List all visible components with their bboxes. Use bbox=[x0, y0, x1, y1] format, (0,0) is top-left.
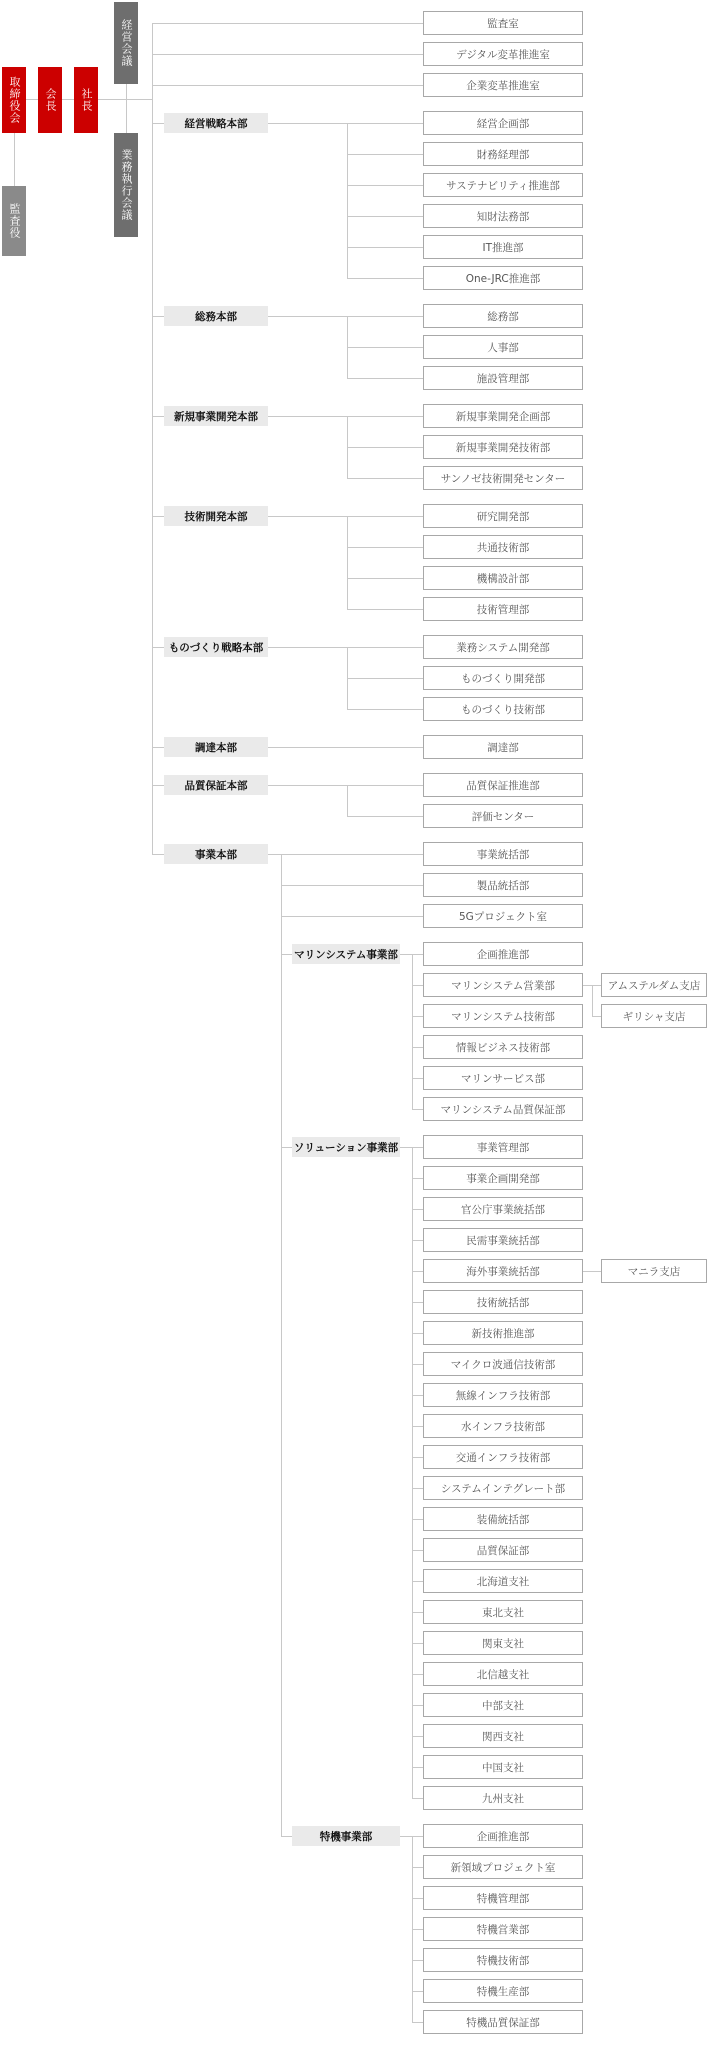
division-dept-box-label: 品質保証部 bbox=[476, 1544, 530, 1557]
department-box bbox=[423, 173, 583, 197]
connector-line bbox=[152, 854, 164, 855]
connector-line bbox=[347, 447, 423, 448]
connector-line bbox=[268, 316, 423, 317]
connector-line bbox=[412, 1929, 423, 1930]
division-dept-box bbox=[423, 1755, 583, 1779]
headquarters-box bbox=[164, 775, 268, 795]
branch-box-label: ギリシャ支店 bbox=[622, 1010, 686, 1023]
president-box bbox=[74, 67, 98, 133]
department-box-label: 業務システム開発部 bbox=[456, 641, 550, 654]
department-box-label: 共通技術部 bbox=[476, 541, 530, 554]
headquarters-box bbox=[164, 506, 268, 526]
management-council-box bbox=[114, 2, 138, 84]
headquarters-box bbox=[164, 306, 268, 326]
division-dept-box bbox=[423, 1135, 583, 1159]
division-box-label: 特機事業部 bbox=[319, 1830, 373, 1843]
division-dept-box-label: 特機管理部 bbox=[476, 1892, 530, 1905]
division-box bbox=[292, 1826, 400, 1846]
division-dept-box bbox=[423, 1290, 583, 1314]
connector-line bbox=[347, 123, 348, 278]
division-dept-box-label: マリンシステム営業部 bbox=[451, 979, 555, 992]
department-box-label: One-JRC推進部 bbox=[465, 272, 541, 285]
connector-line bbox=[583, 1271, 592, 1272]
division-dept-box-label: 無線インフラ技術部 bbox=[455, 1389, 551, 1402]
connector-line bbox=[281, 854, 282, 1836]
connector-line bbox=[412, 1426, 423, 1427]
connector-line bbox=[412, 1302, 423, 1303]
division-dept-box-label: 特機品質保証部 bbox=[466, 2016, 540, 2029]
connector-line bbox=[268, 747, 423, 748]
connector-line bbox=[412, 1767, 423, 1768]
connector-line bbox=[268, 647, 423, 648]
division-dept-box-label: 北海道支社 bbox=[476, 1575, 530, 1588]
connector-line bbox=[412, 1836, 413, 2022]
connector-line bbox=[412, 985, 423, 986]
department-box-label: 人事部 bbox=[487, 341, 519, 354]
division-dept-box bbox=[423, 1035, 583, 1059]
division-dept-box bbox=[423, 1321, 583, 1345]
department-box bbox=[423, 304, 583, 328]
connector-line bbox=[592, 985, 593, 1016]
headquarters-box-label: 品質保証本部 bbox=[184, 779, 248, 792]
division-dept-box-label: 海外事業統括部 bbox=[466, 1265, 540, 1278]
connector-line bbox=[98, 99, 152, 100]
top-dept-box-label: 監査室 bbox=[487, 17, 519, 30]
department-box bbox=[423, 597, 583, 621]
division-dept-box-label: 関西支社 bbox=[482, 1730, 524, 1743]
business-dept-box-label: 5Gプロジェクト室 bbox=[458, 910, 548, 923]
department-box-label: ものづくり開発部 bbox=[461, 672, 545, 685]
department-box-label: 知財法務部 bbox=[476, 210, 530, 223]
connector-line bbox=[412, 1643, 423, 1644]
division-dept-box-label: 官公庁事業統括部 bbox=[461, 1203, 545, 1216]
connector-line bbox=[268, 416, 423, 417]
division-dept-box bbox=[423, 1259, 583, 1283]
connector-line bbox=[412, 1333, 423, 1334]
branch-box bbox=[601, 1259, 707, 1283]
division-box bbox=[292, 944, 400, 964]
connector-line bbox=[152, 416, 164, 417]
connector-line bbox=[412, 954, 413, 1109]
division-dept-box-label: 事業企画開発部 bbox=[466, 1172, 540, 1185]
division-dept-box bbox=[423, 1917, 583, 1941]
top-dept-box-label: デジタル変革推進室 bbox=[456, 48, 550, 61]
auditors-label: 監査役 bbox=[8, 203, 21, 239]
headquarters-box-label: 調達本部 bbox=[195, 741, 237, 754]
department-box-label: 品質保証推進部 bbox=[466, 779, 540, 792]
board-box bbox=[2, 67, 26, 133]
president-label: 社長 bbox=[80, 88, 93, 112]
division-dept-box-label: 事業管理部 bbox=[476, 1141, 530, 1154]
connector-line bbox=[347, 154, 423, 155]
branch-box-label: マニラ支店 bbox=[627, 1265, 681, 1278]
division-dept-box bbox=[423, 1724, 583, 1748]
headquarters-box bbox=[164, 406, 268, 426]
division-dept-box-label: マリンサービス部 bbox=[461, 1072, 545, 1085]
department-box bbox=[423, 697, 583, 721]
department-box bbox=[423, 773, 583, 797]
connector-line bbox=[347, 416, 348, 478]
division-dept-box bbox=[423, 1693, 583, 1717]
business-dept-box bbox=[423, 873, 583, 897]
connector-line bbox=[412, 1109, 423, 1110]
division-dept-box-label: マリンシステム技術部 bbox=[451, 1010, 555, 1023]
connector-line bbox=[412, 1581, 423, 1582]
connector-line bbox=[126, 84, 127, 133]
connector-line bbox=[281, 916, 423, 917]
connector-line bbox=[412, 2022, 423, 2023]
department-box bbox=[423, 404, 583, 428]
connector-line bbox=[412, 1674, 423, 1675]
connector-line bbox=[412, 1016, 423, 1017]
department-box bbox=[423, 335, 583, 359]
division-dept-box bbox=[423, 1979, 583, 2003]
division-dept-box bbox=[423, 1004, 583, 1028]
connector-line bbox=[412, 1736, 423, 1737]
department-box-label: 機構設計部 bbox=[476, 572, 530, 585]
division-dept-box-label: 関東支社 bbox=[482, 1637, 524, 1650]
department-box bbox=[423, 235, 583, 259]
connector-line bbox=[412, 1047, 423, 1048]
division-dept-box-label: 装備統括部 bbox=[476, 1513, 530, 1526]
department-box-label: 施設管理部 bbox=[476, 372, 530, 385]
connector-line bbox=[268, 516, 423, 517]
headquarters-box-label: 技術開発本部 bbox=[184, 510, 248, 523]
business-dept-box bbox=[423, 904, 583, 928]
department-box-label: 調達部 bbox=[487, 741, 519, 754]
connector-line bbox=[347, 709, 423, 710]
headquarters-box-label: 経営戦略本部 bbox=[184, 117, 248, 130]
division-dept-box bbox=[423, 1228, 583, 1252]
connector-line bbox=[281, 885, 423, 886]
headquarters-box bbox=[164, 737, 268, 757]
connector-line bbox=[583, 985, 592, 986]
connector-line bbox=[347, 785, 348, 816]
connector-line bbox=[152, 123, 164, 124]
connector-line bbox=[347, 316, 348, 378]
connector-line bbox=[412, 1457, 423, 1458]
connector-line bbox=[281, 954, 292, 955]
division-dept-box-label: 特機営業部 bbox=[476, 1923, 530, 1936]
connector-line bbox=[412, 1991, 423, 1992]
division-box bbox=[292, 1137, 400, 1157]
division-dept-box bbox=[423, 942, 583, 966]
division-dept-box-label: 九州支社 bbox=[482, 1792, 524, 1805]
business-dept-box-label: 製品統括部 bbox=[476, 879, 530, 892]
division-dept-box bbox=[423, 1414, 583, 1438]
department-box bbox=[423, 504, 583, 528]
connector-line bbox=[347, 647, 348, 709]
division-dept-box bbox=[423, 1600, 583, 1624]
department-box bbox=[423, 366, 583, 390]
department-box bbox=[423, 566, 583, 590]
division-dept-box-label: 水インフラ技術部 bbox=[461, 1420, 545, 1433]
connector-line bbox=[152, 785, 164, 786]
connector-line bbox=[412, 1867, 423, 1868]
connector-line bbox=[592, 1016, 601, 1017]
division-dept-box-label: 中部支社 bbox=[482, 1699, 524, 1712]
division-dept-box bbox=[423, 1538, 583, 1562]
division-dept-box-label: 新領域プロジェクト室 bbox=[450, 1861, 556, 1874]
branch-box bbox=[601, 1004, 707, 1028]
division-dept-box bbox=[423, 1066, 583, 1090]
connector-line bbox=[152, 24, 153, 854]
division-dept-box bbox=[423, 1476, 583, 1500]
division-dept-box-label: 新技術推進部 bbox=[471, 1327, 535, 1340]
headquarters-box-label: 総務本部 bbox=[195, 310, 237, 323]
connector-line bbox=[347, 516, 348, 609]
connector-line bbox=[412, 1240, 423, 1241]
department-box bbox=[423, 435, 583, 459]
division-dept-box-label: 企画推進部 bbox=[476, 1830, 530, 1843]
department-box-label: ものづくり技術部 bbox=[461, 703, 545, 716]
division-dept-box bbox=[423, 1948, 583, 1972]
headquarters-box bbox=[164, 637, 268, 657]
division-dept-box bbox=[423, 1197, 583, 1221]
department-box bbox=[423, 635, 583, 659]
connector-line bbox=[412, 1550, 423, 1551]
division-dept-box-label: 特機生産部 bbox=[476, 1985, 530, 1998]
top-dept-box bbox=[423, 42, 583, 66]
chairman-label: 会長 bbox=[44, 88, 57, 112]
connector-line bbox=[412, 1519, 423, 1520]
connector-line bbox=[152, 516, 164, 517]
connector-line bbox=[347, 547, 423, 548]
division-dept-box bbox=[423, 1507, 583, 1531]
connector-line bbox=[152, 23, 423, 24]
division-dept-box-label: 北信越支社 bbox=[476, 1668, 530, 1681]
connector-line bbox=[347, 578, 423, 579]
department-box-label: 新規事業開発企画部 bbox=[455, 410, 551, 423]
connector-line bbox=[268, 123, 423, 124]
division-dept-box bbox=[423, 1662, 583, 1686]
department-box bbox=[423, 111, 583, 135]
connector-line bbox=[26, 99, 38, 100]
connector-line bbox=[281, 1147, 292, 1148]
division-dept-box-label: マリンシステム品質保証部 bbox=[440, 1103, 566, 1116]
business-hq-box bbox=[164, 844, 268, 864]
department-box bbox=[423, 804, 583, 828]
division-dept-box bbox=[423, 1855, 583, 1879]
department-box-label: 技術管理部 bbox=[476, 603, 530, 616]
business-dept-box bbox=[423, 842, 583, 866]
business-dept-box-label: 事業統括部 bbox=[476, 848, 530, 861]
division-dept-box-label: 民需事業統括部 bbox=[466, 1234, 540, 1247]
connector-line bbox=[347, 185, 423, 186]
department-box-label: 研究開発部 bbox=[476, 510, 530, 523]
business-hq-box-label: 事業本部 bbox=[195, 848, 237, 861]
division-box-label: ソリューション事業部 bbox=[293, 1141, 399, 1154]
connector-line bbox=[347, 278, 423, 279]
department-box-label: 新規事業開発技術部 bbox=[455, 441, 551, 454]
connector-line bbox=[347, 478, 423, 479]
division-dept-box bbox=[423, 1097, 583, 1121]
division-dept-box bbox=[423, 1166, 583, 1190]
department-box bbox=[423, 735, 583, 759]
connector-line bbox=[412, 1612, 423, 1613]
connector-line bbox=[412, 1271, 423, 1272]
headquarters-box-label: ものづくり戦略本部 bbox=[168, 641, 264, 654]
department-box bbox=[423, 266, 583, 290]
division-dept-box-label: 企画推進部 bbox=[476, 948, 530, 961]
division-dept-box-label: 技術統括部 bbox=[476, 1296, 530, 1309]
executive-council-box bbox=[114, 133, 138, 237]
division-dept-box bbox=[423, 1569, 583, 1593]
division-dept-box bbox=[423, 1786, 583, 1810]
division-dept-box-label: システムインテグレート部 bbox=[440, 1482, 566, 1495]
department-box bbox=[423, 142, 583, 166]
connector-line bbox=[347, 347, 423, 348]
connector-line bbox=[412, 1078, 423, 1079]
branch-box-label: アムステルダム支店 bbox=[607, 979, 701, 992]
connector-line bbox=[412, 1147, 413, 1798]
connector-line bbox=[14, 133, 15, 186]
department-box-label: 総務部 bbox=[487, 310, 519, 323]
chairman-box bbox=[38, 67, 62, 133]
department-box-label: 評価センター bbox=[471, 810, 535, 823]
department-box bbox=[423, 666, 583, 690]
department-box bbox=[423, 466, 583, 490]
connector-line bbox=[592, 985, 601, 986]
connector-line bbox=[347, 816, 423, 817]
connector-line bbox=[412, 1178, 423, 1179]
division-dept-box-label: 情報ビジネス技術部 bbox=[455, 1041, 551, 1054]
division-dept-box-label: マイクロ波通信技術部 bbox=[450, 1358, 556, 1371]
connector-line bbox=[347, 216, 423, 217]
connector-line bbox=[268, 785, 423, 786]
division-dept-box bbox=[423, 973, 583, 997]
division-dept-box-label: 交通インフラ技術部 bbox=[455, 1451, 551, 1464]
connector-line bbox=[152, 316, 164, 317]
department-box-label: 財務経理部 bbox=[476, 148, 530, 161]
connector-line bbox=[281, 1836, 292, 1837]
connector-line bbox=[412, 1798, 423, 1799]
auditors-box bbox=[2, 186, 26, 256]
connector-line bbox=[152, 747, 164, 748]
connector-line bbox=[347, 247, 423, 248]
connector-line bbox=[592, 1271, 601, 1272]
division-dept-box bbox=[423, 2010, 583, 2034]
connector-line bbox=[347, 378, 423, 379]
division-dept-box-label: 特機技術部 bbox=[476, 1954, 530, 1967]
division-dept-box bbox=[423, 1352, 583, 1376]
division-dept-box bbox=[423, 1445, 583, 1469]
branch-box bbox=[601, 973, 707, 997]
department-box-label: サンノゼ技術開発センター bbox=[440, 472, 566, 485]
connector-line bbox=[347, 609, 423, 610]
department-box bbox=[423, 204, 583, 228]
headquarters-box-label: 新規事業開発本部 bbox=[174, 410, 258, 423]
board-label: 取締役会 bbox=[8, 76, 21, 124]
management-council-label: 経営会議 bbox=[120, 19, 133, 67]
connector-line bbox=[412, 1898, 423, 1899]
connector-line bbox=[412, 1395, 423, 1396]
division-dept-box bbox=[423, 1886, 583, 1910]
connector-line bbox=[412, 1364, 423, 1365]
division-dept-box bbox=[423, 1383, 583, 1407]
division-dept-box bbox=[423, 1631, 583, 1655]
executive-council-label: 業務執行会議 bbox=[120, 149, 133, 221]
division-dept-box-label: 中国支社 bbox=[482, 1761, 524, 1774]
connector-line bbox=[412, 1960, 423, 1961]
division-dept-box-label: 東北支社 bbox=[482, 1606, 524, 1619]
department-box bbox=[423, 535, 583, 559]
headquarters-box bbox=[164, 113, 268, 133]
connector-line bbox=[412, 1488, 423, 1489]
connector-line bbox=[152, 647, 164, 648]
connector-line bbox=[412, 1705, 423, 1706]
connector-line bbox=[412, 1209, 423, 1210]
connector-line bbox=[152, 85, 423, 86]
connector-line bbox=[347, 678, 423, 679]
top-dept-box bbox=[423, 73, 583, 97]
connector-line bbox=[62, 99, 74, 100]
department-box-label: 経営企画部 bbox=[476, 117, 530, 130]
department-box-label: サステナビリティ推進部 bbox=[446, 179, 560, 192]
division-box-label: マリンシステム事業部 bbox=[294, 948, 398, 961]
connector-line bbox=[152, 54, 423, 55]
department-box-label: IT推進部 bbox=[482, 241, 524, 254]
top-dept-box bbox=[423, 11, 583, 35]
division-dept-box bbox=[423, 1824, 583, 1848]
top-dept-box-label: 企業変革推進室 bbox=[466, 79, 540, 92]
connector-line bbox=[268, 854, 423, 855]
